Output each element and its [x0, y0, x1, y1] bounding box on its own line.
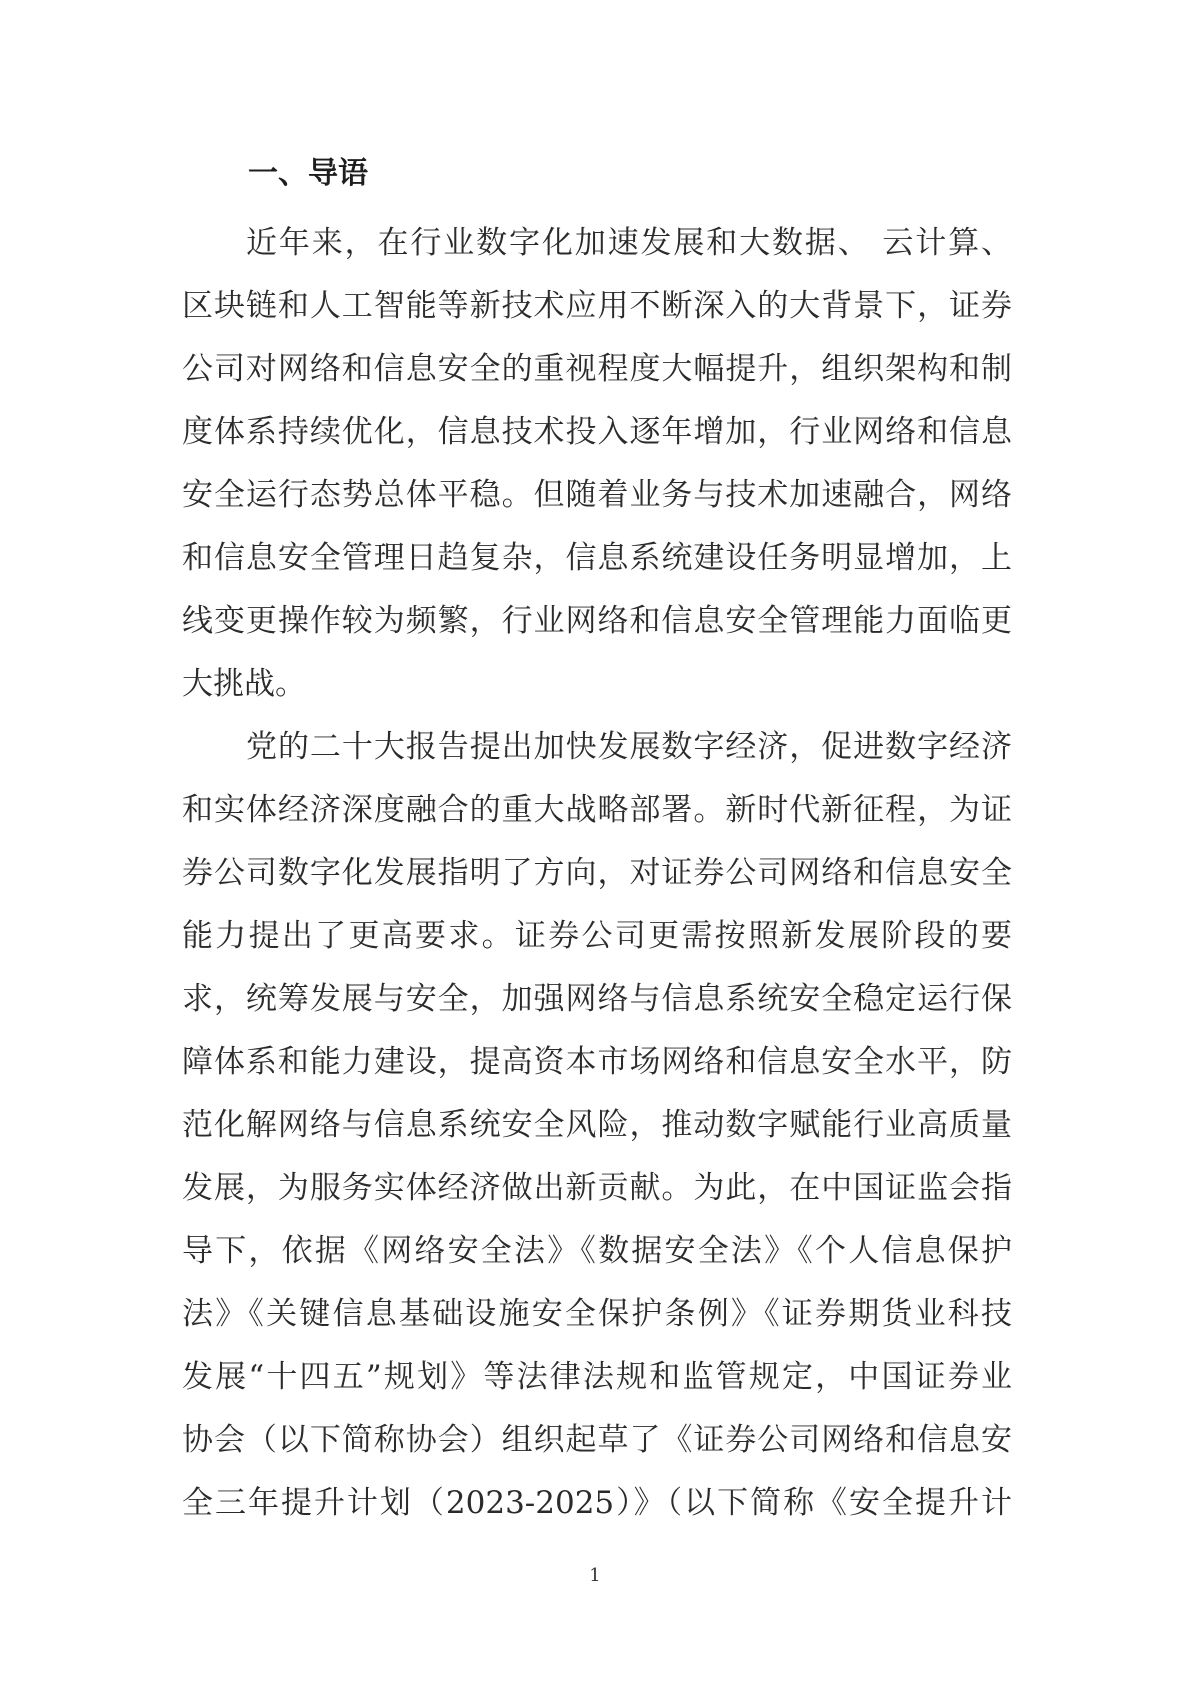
text-line: 和实体经济深度融合的重大战略部署。新时代新征程，为证	[182, 792, 1012, 828]
text-line: 全三年提升计划（2023-2025）》（以下简称《安全提升计	[182, 1485, 1012, 1521]
text-line: 导下，依据《网络安全法》《数据安全法》《个人信息保护	[182, 1233, 1012, 1269]
text-line: 公司对网络和信息安全的重视程度大幅提升，组织架构和制	[182, 351, 1012, 387]
text-line: 范化解网络与信息系统安全风险，推动数字赋能行业高质量	[182, 1107, 1012, 1143]
text-line: 发展“十四五”规划》等法律法规和监管规定，中国证券业	[182, 1359, 1012, 1395]
paragraph-1	[182, 212, 1012, 716]
text-line: 度体系持续优化，信息技术投入逐年增加，行业网络和信息	[182, 414, 1012, 450]
text-line: 区块链和人工智能等新技术应用不断深入的大背景下，证券	[182, 288, 1012, 324]
text-line: 党的二十大报告提出加快发展数字经济，促进数字经济	[246, 729, 1012, 765]
text-line: 能力提出了更高要求。证券公司更需按照新发展阶段的要	[182, 918, 1012, 954]
text-line: 线变更操作较为频繁，行业网络和信息安全管理能力面临更	[182, 603, 1012, 639]
body-text	[182, 212, 1012, 1535]
text-line: 安全运行态势总体平稳。但随着业务与技术加速融合，网络	[182, 477, 1012, 513]
section-heading: 一、导语	[248, 156, 368, 191]
page-number: 1	[589, 1565, 601, 1586]
text-line: 和信息安全管理日趋复杂，信息系统建设任务明显增加，上	[182, 540, 1012, 576]
text-line: 券公司数字化发展指明了方向，对证券公司网络和信息安全	[182, 855, 1012, 891]
text-line: 发展，为服务实体经济做出新贡献。为此，在中国证监会指	[182, 1170, 1012, 1206]
text-line: 近年来，在行业数字化加速发展和大数据、 云计算、	[246, 225, 1012, 261]
text-line: 法》《关键信息基础设施安全保护条例》《证券期货业科技	[182, 1296, 1012, 1332]
text-line: 障体系和能力建设，提高资本市场网络和信息安全水平，防	[182, 1044, 1012, 1080]
text-line: 求，统筹发展与安全，加强网络与信息系统安全稳定运行保	[182, 981, 1012, 1017]
paragraph-2	[182, 716, 1012, 1535]
text-line: 协会（以下简称协会）组织起草了《证券公司网络和信息安	[182, 1422, 1012, 1458]
text-line: 大挑战。	[182, 666, 306, 702]
